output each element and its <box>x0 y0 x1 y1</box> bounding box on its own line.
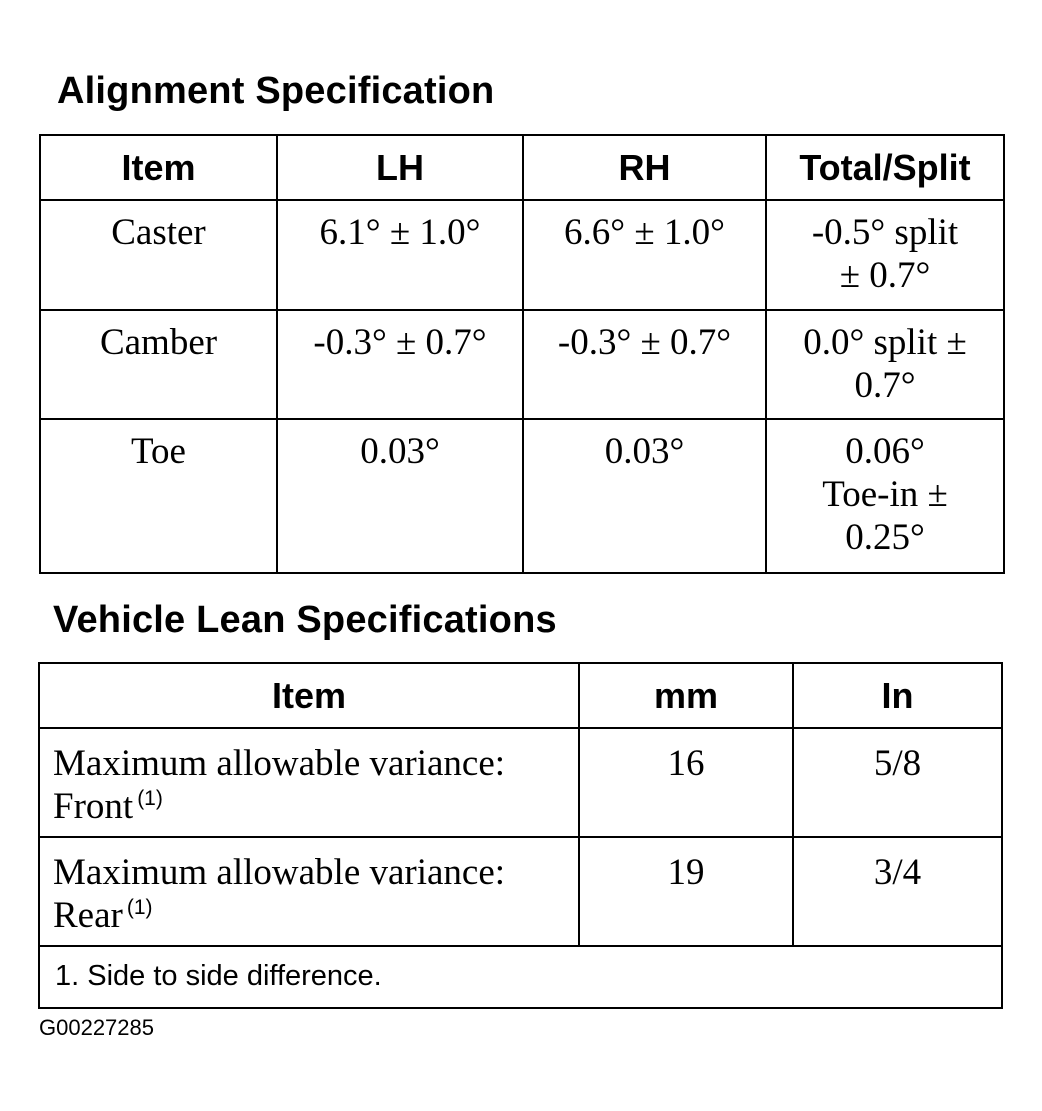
cell-in: 3/4 <box>793 837 1002 946</box>
alignment-spec-title: Alignment Specification <box>57 70 495 112</box>
cell-mm: 19 <box>579 837 793 946</box>
cell-rh: -0.3° ± 0.7° <box>523 310 766 419</box>
cell-text-line: 0.06° <box>845 431 925 472</box>
cell-text-line: Toe-in ± <box>822 474 948 515</box>
column-header-rh: RH <box>523 135 766 200</box>
column-header-item: Item <box>40 135 277 200</box>
table-header-row <box>40 135 1004 200</box>
column-header-lh: LH <box>277 135 523 200</box>
table-footnote-row <box>39 946 1002 1008</box>
cell-text-line: 0.7° <box>854 365 916 406</box>
cell-mm: 16 <box>579 728 793 837</box>
cell-total-split <box>766 310 1004 419</box>
cell-item <box>39 837 579 946</box>
cell-text-line: Maximum allowable variance: <box>53 852 506 893</box>
column-header-total-split: Total/Split <box>766 135 1004 200</box>
table-row-camber <box>40 310 1004 419</box>
cell-lh: 6.1° ± 1.0° <box>277 200 523 310</box>
cell-in: 5/8 <box>793 728 1002 837</box>
cell-item <box>39 728 579 837</box>
cell-text-line: Maximum allowable variance: <box>53 743 506 784</box>
cell-text-line: Rear <box>53 895 123 936</box>
cell-item: Caster <box>40 200 277 310</box>
cell-total-split <box>766 200 1004 310</box>
cell-item: Camber <box>40 310 277 419</box>
cell-lh: 0.03° <box>277 419 523 573</box>
figure-id: G00227285 <box>39 1015 154 1040</box>
table-row-front <box>39 728 1002 837</box>
cell-text-line: 0.0° split ± <box>803 322 967 363</box>
footnote-reference: (1) <box>137 787 163 810</box>
cell-item: Toe <box>40 419 277 573</box>
vehicle-lean-title: Vehicle Lean Specifications <box>53 599 557 641</box>
cell-lh: -0.3° ± 0.7° <box>277 310 523 419</box>
vehicle-lean-table <box>38 662 1003 1009</box>
cell-text-line: Front <box>53 786 134 827</box>
cell-rh: 6.6° ± 1.0° <box>523 200 766 310</box>
footnote: 1. Side to side difference. <box>39 946 1002 1008</box>
cell-rh: 0.03° <box>523 419 766 573</box>
table-header-row <box>39 663 1002 728</box>
column-header-mm: mm <box>579 663 793 728</box>
column-header-item: Item <box>39 663 579 728</box>
column-header-in: In <box>793 663 1002 728</box>
table-row-caster <box>40 200 1004 310</box>
footnote-reference: (1) <box>126 896 153 919</box>
table-row-toe <box>40 419 1004 573</box>
cell-text-line: ± 0.7° <box>839 255 931 296</box>
cell-text-line: 0.25° <box>845 517 925 558</box>
table-row-rear <box>39 837 1002 946</box>
cell-total-split <box>766 419 1004 573</box>
alignment-spec-table <box>39 134 1005 574</box>
cell-text-line: -0.5° split <box>811 212 959 253</box>
